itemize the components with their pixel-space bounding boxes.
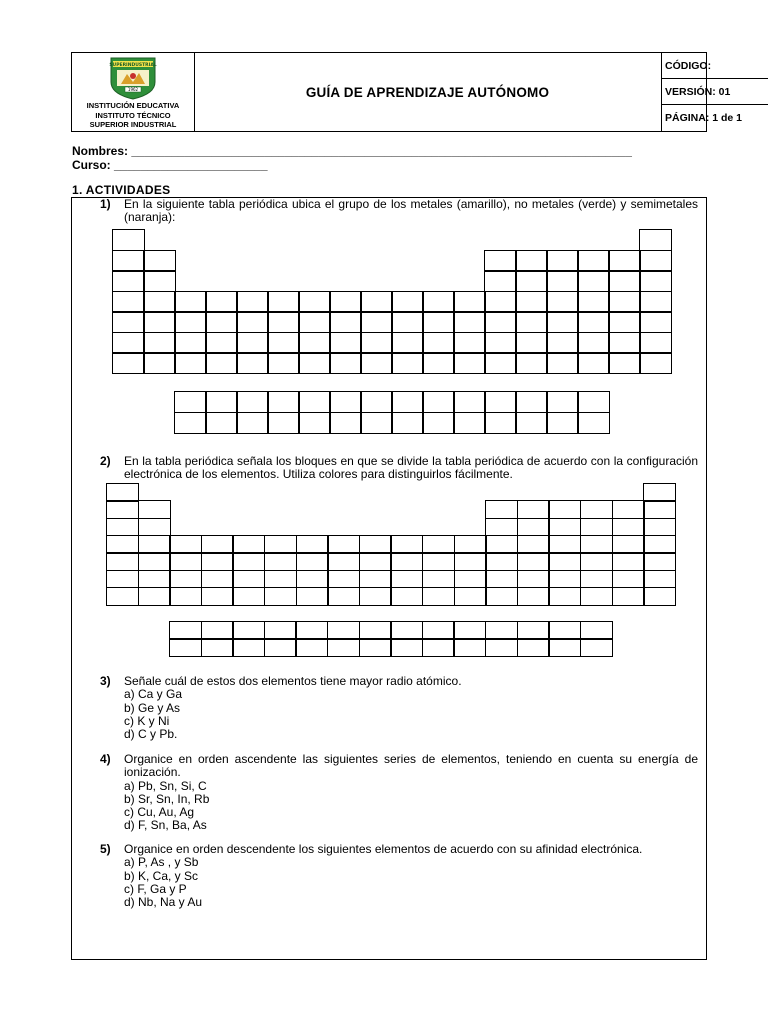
element-cell[interactable] [296, 570, 329, 589]
element-cell[interactable] [643, 570, 676, 589]
element-cell[interactable] [169, 587, 202, 606]
f-block-cell[interactable] [546, 412, 579, 434]
element-cell[interactable] [453, 352, 486, 374]
element-cell[interactable] [453, 291, 486, 313]
element-cell[interactable] [390, 552, 423, 571]
question-5-option-d: d) Nb, Na y Au [124, 895, 203, 910]
element-cell[interactable] [201, 552, 234, 571]
element-cell[interactable] [546, 270, 579, 292]
element-cell[interactable] [391, 291, 424, 313]
element-cell[interactable] [232, 552, 265, 571]
element-cell[interactable] [169, 535, 202, 554]
element-cell[interactable] [422, 587, 455, 606]
f-block-cell[interactable] [453, 412, 486, 434]
f-block-cell[interactable] [391, 412, 424, 434]
f-block-cell[interactable] [391, 391, 424, 413]
element-cell[interactable] [580, 570, 613, 589]
element-cell[interactable] [112, 332, 145, 354]
f-block-cell[interactable] [232, 638, 265, 657]
element-cell[interactable] [205, 311, 238, 333]
element-cell[interactable] [138, 587, 171, 606]
element-cell[interactable] [517, 535, 550, 554]
element-cell[interactable] [577, 311, 610, 333]
element-cell[interactable] [515, 311, 548, 333]
f-block-cell[interactable] [546, 391, 579, 413]
element-cell[interactable] [267, 311, 300, 333]
element-cell[interactable] [327, 552, 360, 571]
element-cell[interactable] [577, 250, 610, 272]
element-cell[interactable] [359, 570, 392, 589]
element-cell[interactable] [205, 291, 238, 313]
f-block-cell[interactable] [295, 638, 328, 657]
element-cell[interactable] [643, 518, 676, 537]
f-block-cell[interactable] [580, 638, 613, 657]
element-cell[interactable] [485, 587, 518, 606]
f-block-cell[interactable] [232, 621, 265, 640]
element-cell[interactable] [298, 332, 331, 354]
element-cell[interactable] [484, 332, 517, 354]
element-cell[interactable] [360, 332, 393, 354]
element-cell[interactable] [608, 250, 641, 272]
element-cell[interactable] [546, 332, 579, 354]
f-block-cell[interactable] [329, 391, 362, 413]
question-2-number: 2) [100, 454, 111, 468]
f-block-cell[interactable] [264, 621, 297, 640]
element-cell[interactable] [138, 570, 171, 589]
logo-cell [72, 53, 195, 131]
element-cell[interactable] [608, 270, 641, 292]
f-block-cell[interactable] [390, 638, 423, 657]
element-cell[interactable] [174, 291, 207, 313]
element-cell[interactable] [639, 250, 672, 272]
element-cell[interactable] [143, 332, 176, 354]
f-block-cell[interactable] [485, 621, 518, 640]
element-cell[interactable] [580, 518, 613, 537]
element-cell[interactable] [643, 500, 676, 519]
element-cell[interactable] [580, 500, 613, 519]
element-cell[interactable] [484, 270, 517, 292]
element-cell[interactable] [485, 570, 518, 589]
element-cell[interactable] [422, 552, 455, 571]
logo-year-text: 1962 [127, 87, 139, 92]
f-block-cell[interactable] [201, 638, 234, 657]
element-cell[interactable] [453, 311, 486, 333]
element-cell[interactable] [422, 352, 455, 374]
element-cell[interactable] [296, 552, 329, 571]
question-4-number: 4) [100, 752, 111, 766]
f-block-cell[interactable] [359, 638, 392, 657]
f-block-cell[interactable] [422, 638, 455, 657]
f-block-cell[interactable] [267, 391, 300, 413]
question-5-text: Organice en orden descendente los siguientes elementos de acuerdo con su afinidad electrónica. [124, 842, 643, 856]
element-cell[interactable] [169, 570, 202, 589]
element-cell[interactable] [327, 535, 360, 554]
element-cell[interactable] [201, 535, 234, 554]
f-block-cell[interactable] [264, 638, 297, 657]
curso-field[interactable]: Curso: _______________________ [72, 158, 268, 172]
element-cell[interactable] [422, 535, 455, 554]
element-cell[interactable] [548, 518, 581, 537]
element-cell[interactable] [391, 332, 424, 354]
element-cell[interactable] [236, 352, 269, 374]
f-block-cell[interactable] [577, 391, 610, 413]
document-meta [661, 53, 768, 131]
element-cell[interactable] [577, 270, 610, 292]
element-cell[interactable] [106, 518, 139, 537]
element-cell[interactable] [106, 535, 139, 554]
question-3-option-c: c) K y Ni [124, 713, 170, 728]
school-name [72, 101, 194, 130]
element-cell[interactable] [612, 570, 645, 589]
element-cell[interactable] [360, 311, 393, 333]
element-cell[interactable] [360, 352, 393, 374]
element-cell[interactable] [422, 291, 455, 313]
question-2-text: En la tabla periódica señala los bloques en que se divide la tabla periódica de acuerdo con la configuración electrónica de los elementos. Utiliza colores para distinguirlos fácilmente. [124, 454, 698, 482]
f-block-cell[interactable] [515, 412, 548, 434]
element-cell[interactable] [267, 332, 300, 354]
document-title: GUÍA DE APRENDIZAJE AUTÓNOMO [194, 53, 662, 131]
element-cell[interactable] [608, 332, 641, 354]
f-block-cell[interactable] [360, 412, 393, 434]
question-3-number: 3) [100, 674, 111, 688]
f-block-cell[interactable] [453, 391, 486, 413]
element-cell[interactable] [329, 352, 362, 374]
f-block-cell[interactable] [484, 412, 517, 434]
f-block-cell[interactable] [174, 391, 207, 413]
element-cell[interactable] [138, 518, 171, 537]
element-cell[interactable] [546, 291, 579, 313]
question-5-option-b: b) K, Ca, y Sc [124, 868, 199, 883]
element-cell[interactable] [138, 500, 171, 519]
element-cell[interactable] [422, 332, 455, 354]
element-cell[interactable] [267, 352, 300, 374]
element-cell[interactable] [580, 587, 613, 606]
element-cell[interactable] [612, 552, 645, 571]
element-cell[interactable] [612, 500, 645, 519]
question-4 [100, 752, 698, 833]
element-cell[interactable] [264, 535, 297, 554]
element-cell[interactable] [485, 535, 518, 554]
element-cell[interactable] [390, 535, 423, 554]
element-cell[interactable] [612, 518, 645, 537]
question-3-option-b: b) Ge y As [124, 700, 181, 715]
element-cell[interactable] [391, 352, 424, 374]
element-cell[interactable] [390, 587, 423, 606]
element-cell[interactable] [205, 332, 238, 354]
element-cell[interactable] [580, 552, 613, 571]
question-5-option-c: c) F, Ga y P [124, 881, 187, 896]
question-1-number: 1) [100, 197, 111, 211]
element-cell[interactable] [329, 332, 362, 354]
element-cell[interactable] [643, 552, 676, 571]
element-cell[interactable] [517, 552, 550, 571]
element-cell[interactable] [112, 291, 145, 313]
element-cell[interactable] [143, 250, 176, 272]
f-block-cell[interactable] [453, 621, 486, 640]
element-cell[interactable] [174, 352, 207, 374]
element-cell[interactable] [298, 291, 331, 313]
element-cell[interactable] [577, 332, 610, 354]
question-4-option-c: c) Cu, Au, Ag [124, 805, 195, 820]
question-5 [100, 842, 698, 910]
element-cell[interactable] [143, 311, 176, 333]
element-cell[interactable] [454, 552, 487, 571]
element-cell[interactable] [112, 229, 145, 251]
element-cell[interactable] [327, 587, 360, 606]
element-cell[interactable] [298, 352, 331, 374]
element-cell[interactable] [643, 587, 676, 606]
element-cell[interactable] [112, 250, 145, 272]
question-4-option-a: a) Pb, Sn, Si, C [124, 778, 207, 793]
question-2 [100, 454, 698, 482]
f-block-cell[interactable] [298, 391, 331, 413]
element-cell[interactable] [515, 352, 548, 374]
element-cell[interactable] [515, 332, 548, 354]
element-cell[interactable] [143, 352, 176, 374]
f-block-cell[interactable] [548, 621, 581, 640]
f-block-cell[interactable] [359, 621, 392, 640]
f-block-cell[interactable] [201, 621, 234, 640]
question-1-text: En la siguiente tabla periódica ubica el grupo de los metales (amarillo), no metales (verde) y semimetales (naranja): [124, 197, 698, 225]
f-block-cell[interactable] [484, 391, 517, 413]
f-block-cell[interactable] [517, 621, 550, 640]
f-block-cell[interactable] [548, 638, 581, 657]
element-cell[interactable] [267, 291, 300, 313]
element-cell[interactable] [515, 270, 548, 292]
element-cell[interactable] [612, 587, 645, 606]
question-4-option-b: b) Sr, Sn, In, Rb [124, 791, 210, 806]
element-cell[interactable] [517, 570, 550, 589]
f-block-cell[interactable] [205, 412, 238, 434]
element-cell[interactable] [453, 332, 486, 354]
version-field: VERSIÓN: 01 [661, 79, 768, 105]
element-cell[interactable] [360, 291, 393, 313]
question-5-number: 5) [100, 842, 111, 856]
f-block-cell[interactable] [422, 391, 455, 413]
element-cell[interactable] [580, 535, 613, 554]
element-cell[interactable] [264, 587, 297, 606]
school-name-line1: INSTITUCIÓN EDUCATIVA [86, 101, 180, 110]
codigo-field: CÓDIGO: [661, 53, 768, 79]
question-4-text: Organice en orden ascendente las siguientes series de elementos, teniendo en cuenta su energía de ionización. [124, 752, 698, 780]
question-3-text: Señale cuál de estos dos elementos tiene mayor radio atómico. [124, 674, 462, 688]
element-cell[interactable] [608, 291, 641, 313]
f-block-cell[interactable] [422, 412, 455, 434]
element-cell[interactable] [359, 552, 392, 571]
section-title: 1. ACTIVIDADES [72, 183, 171, 197]
element-cell[interactable] [548, 552, 581, 571]
element-cell[interactable] [201, 587, 234, 606]
element-cell[interactable] [546, 352, 579, 374]
element-cell[interactable] [359, 535, 392, 554]
f-block-cell[interactable] [580, 621, 613, 640]
element-cell[interactable] [232, 570, 265, 589]
element-cell[interactable] [106, 552, 139, 571]
f-block-cell[interactable] [577, 412, 610, 434]
element-cell[interactable] [485, 500, 518, 519]
f-block-cell[interactable] [329, 412, 362, 434]
element-cell[interactable] [546, 311, 579, 333]
element-cell[interactable] [577, 352, 610, 374]
element-cell[interactable] [484, 291, 517, 313]
f-block-cell[interactable] [236, 391, 269, 413]
element-cell[interactable] [201, 570, 234, 589]
question-3 [100, 674, 698, 742]
f-block-cell[interactable] [517, 638, 550, 657]
element-cell[interactable] [174, 311, 207, 333]
school-logo-icon [107, 56, 159, 100]
element-cell[interactable] [359, 587, 392, 606]
f-block-cell[interactable] [298, 412, 331, 434]
school-name-line3: SUPERIOR INDUSTRIAL [89, 120, 177, 129]
element-cell[interactable] [112, 311, 145, 333]
element-cell[interactable] [515, 291, 548, 313]
element-cell[interactable] [422, 570, 455, 589]
element-cell[interactable] [577, 291, 610, 313]
element-cell[interactable] [485, 518, 518, 537]
f-block-cell[interactable] [267, 412, 300, 434]
f-block-cell[interactable] [236, 412, 269, 434]
element-cell[interactable] [612, 535, 645, 554]
element-cell[interactable] [608, 311, 641, 333]
nombres-field[interactable]: Nombres: ___________________________________________________________________________ [72, 144, 632, 158]
element-cell[interactable] [515, 250, 548, 272]
element-cell[interactable] [236, 332, 269, 354]
element-cell[interactable] [454, 587, 487, 606]
element-cell[interactable] [517, 500, 550, 519]
element-cell[interactable] [391, 311, 424, 333]
question-3-option-d: d) C y Pb. [124, 727, 178, 742]
element-cell[interactable] [205, 352, 238, 374]
element-cell[interactable] [296, 535, 329, 554]
element-cell[interactable] [112, 270, 145, 292]
element-cell[interactable] [484, 311, 517, 333]
f-block-cell[interactable] [205, 391, 238, 413]
element-cell[interactable] [264, 570, 297, 589]
f-block-cell[interactable] [169, 621, 202, 640]
element-cell[interactable] [106, 500, 139, 519]
element-cell[interactable] [517, 587, 550, 606]
document-header [71, 52, 743, 132]
element-cell[interactable] [329, 311, 362, 333]
element-cell[interactable] [548, 587, 581, 606]
question-3-option-a: a) Ca y Ga [124, 687, 183, 702]
f-block-cell[interactable] [327, 638, 360, 657]
element-cell[interactable] [639, 311, 672, 333]
element-cell[interactable] [639, 270, 672, 292]
element-cell[interactable] [548, 570, 581, 589]
element-cell[interactable] [484, 250, 517, 272]
element-cell[interactable] [485, 552, 518, 571]
element-cell[interactable] [639, 332, 672, 354]
f-block-cell[interactable] [169, 638, 202, 657]
element-cell[interactable] [143, 270, 176, 292]
element-cell[interactable] [296, 587, 329, 606]
element-cell[interactable] [112, 352, 145, 374]
element-cell[interactable] [639, 291, 672, 313]
element-cell[interactable] [390, 570, 423, 589]
element-cell[interactable] [454, 570, 487, 589]
element-cell[interactable] [548, 500, 581, 519]
element-cell[interactable] [138, 535, 171, 554]
element-cell[interactable] [329, 291, 362, 313]
f-block-cell[interactable] [485, 638, 518, 657]
element-cell[interactable] [643, 535, 676, 554]
element-cell[interactable] [639, 352, 672, 374]
element-cell[interactable] [643, 483, 676, 502]
f-block-cell[interactable] [390, 621, 423, 640]
question-1 [100, 197, 698, 225]
element-cell[interactable] [608, 352, 641, 374]
element-cell[interactable] [422, 311, 455, 333]
f-block-cell[interactable] [515, 391, 548, 413]
element-cell[interactable] [106, 587, 139, 606]
element-cell[interactable] [232, 587, 265, 606]
element-cell[interactable] [138, 552, 171, 571]
element-cell[interactable] [236, 311, 269, 333]
element-cell[interactable] [548, 535, 581, 554]
element-cell[interactable] [264, 552, 297, 571]
element-cell[interactable] [232, 535, 265, 554]
element-cell[interactable] [143, 291, 176, 313]
element-cell[interactable] [174, 332, 207, 354]
f-block-cell[interactable] [453, 638, 486, 657]
f-block-cell[interactable] [174, 412, 207, 434]
element-cell[interactable] [298, 311, 331, 333]
element-cell[interactable] [327, 570, 360, 589]
f-block-cell[interactable] [327, 621, 360, 640]
question-4-option-d: d) F, Sn, Ba, As [124, 818, 207, 833]
element-cell[interactable] [169, 552, 202, 571]
element-cell[interactable] [106, 570, 139, 589]
element-cell[interactable] [517, 518, 550, 537]
element-cell[interactable] [484, 352, 517, 374]
school-name-line2: INSTITUTO TÉCNICO [95, 110, 171, 120]
logo-banner-text: SUPERINDUSTRIAL [109, 63, 157, 68]
element-cell[interactable] [639, 229, 672, 251]
element-cell[interactable] [236, 291, 269, 313]
element-cell[interactable] [106, 483, 139, 502]
element-cell[interactable] [546, 250, 579, 272]
pagina-field: PÁGINA: 1 de 1 [665, 112, 743, 124]
f-block-cell[interactable] [360, 391, 393, 413]
question-5-option-a: a) P, As , y Sb [124, 855, 199, 870]
element-cell[interactable] [454, 535, 487, 554]
f-block-cell[interactable] [295, 621, 328, 640]
f-block-cell[interactable] [422, 621, 455, 640]
